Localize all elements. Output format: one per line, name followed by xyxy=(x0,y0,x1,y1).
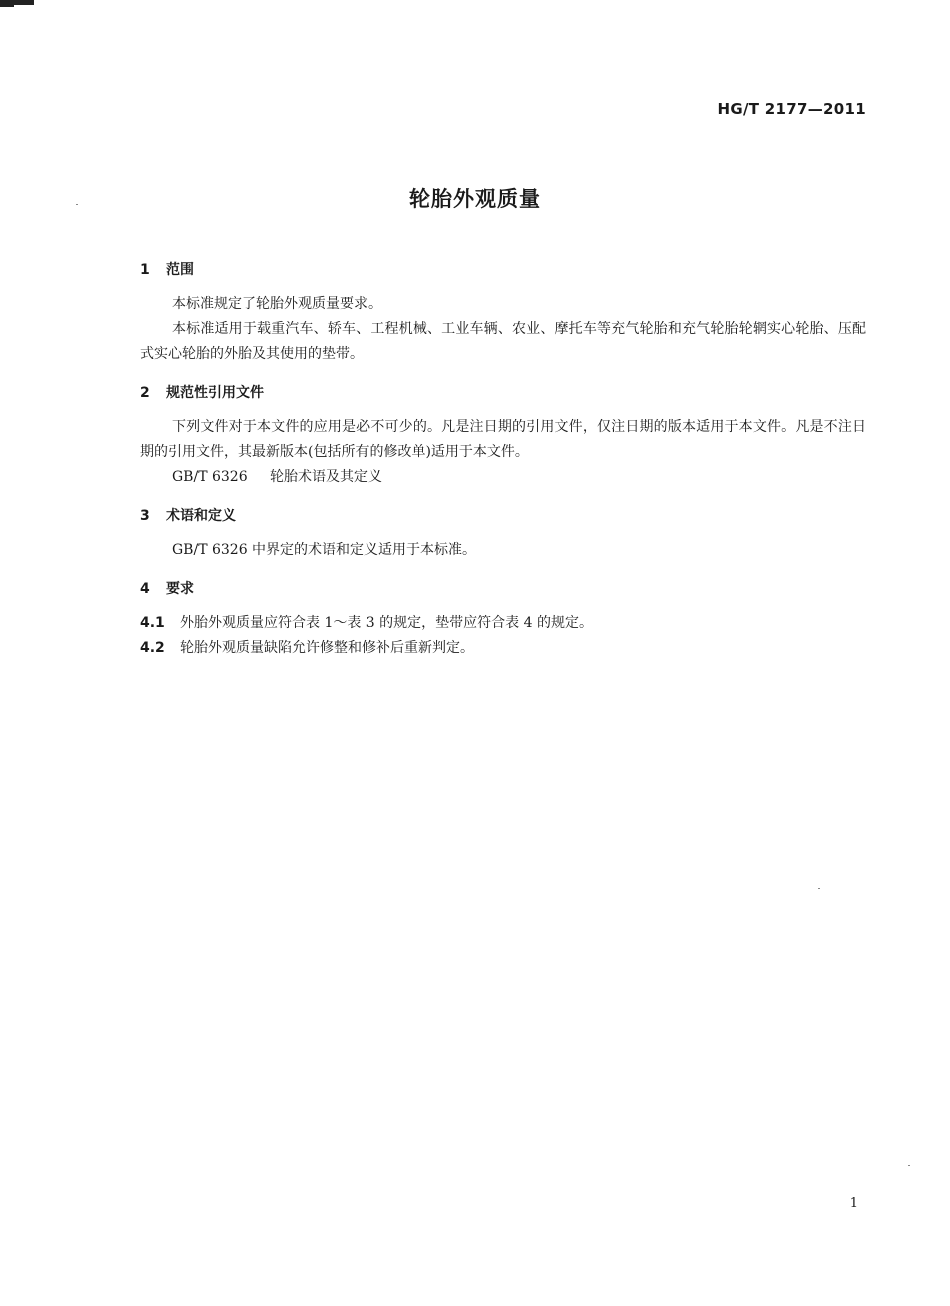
section-number: 4 xyxy=(140,581,150,597)
standard-code: HG/T 2177—2011 xyxy=(717,100,866,118)
paragraph: GB/T 6326 中界定的术语和定义适用于本标准。 xyxy=(172,542,477,558)
paragraph: 下列文件对于本文件的应用是必不可少的。凡是注日期的引用文件，仅注日期的版本适用于本文件。凡是不注日期的引用文件，其最新版本(包括所有的修改单)适用于本文件。 xyxy=(140,419,866,460)
document-title: 轮胎外观质量 xyxy=(409,187,541,211)
reference-code: GB/T 6326 xyxy=(172,469,248,485)
section-scope xyxy=(140,258,866,367)
section-title: 要求 xyxy=(166,581,194,597)
section-number: 3 xyxy=(140,508,150,524)
section-heading xyxy=(140,381,866,405)
clause-number: 4.1 xyxy=(140,615,165,631)
scan-mark-top-left-tail xyxy=(0,5,14,7)
clause-item xyxy=(140,611,866,636)
reference-item xyxy=(140,465,866,490)
reference-title: 轮胎术语及其定义 xyxy=(270,469,382,485)
section-title: 术语和定义 xyxy=(166,508,236,524)
section-title: 规范性引用文件 xyxy=(166,385,264,401)
paragraph: 本标准适用于载重汽车、轿车、工程机械、工业车辆、农业、摩托车等充气轮胎和充气轮胎轮辋实心轮胎、压配式实心轮胎的外胎及其使用的垫带。 xyxy=(140,321,866,362)
section-heading xyxy=(140,577,866,601)
paragraph: 本标准规定了轮胎外观质量要求。 xyxy=(172,296,382,312)
section-requirements xyxy=(140,577,866,661)
clause-number: 4.2 xyxy=(140,640,165,656)
section-terms-definitions xyxy=(140,504,866,563)
clause-text: 轮胎外观质量缺陷允许修整和修补后重新判定。 xyxy=(180,640,474,656)
section-normative-references xyxy=(140,381,866,490)
section-title: 范围 xyxy=(166,262,194,278)
section-heading xyxy=(140,258,866,282)
scan-speck xyxy=(818,888,820,889)
clause-item xyxy=(140,636,866,661)
clause-text: 外胎外观质量应符合表 1～表 3 的规定，垫带应符合表 4 的规定。 xyxy=(180,615,593,631)
document-body xyxy=(140,258,866,675)
scan-speck xyxy=(908,1165,910,1166)
section-number: 1 xyxy=(140,262,150,278)
section-heading xyxy=(140,504,866,528)
page-number: 1 xyxy=(849,1196,858,1211)
section-number: 2 xyxy=(140,385,150,401)
